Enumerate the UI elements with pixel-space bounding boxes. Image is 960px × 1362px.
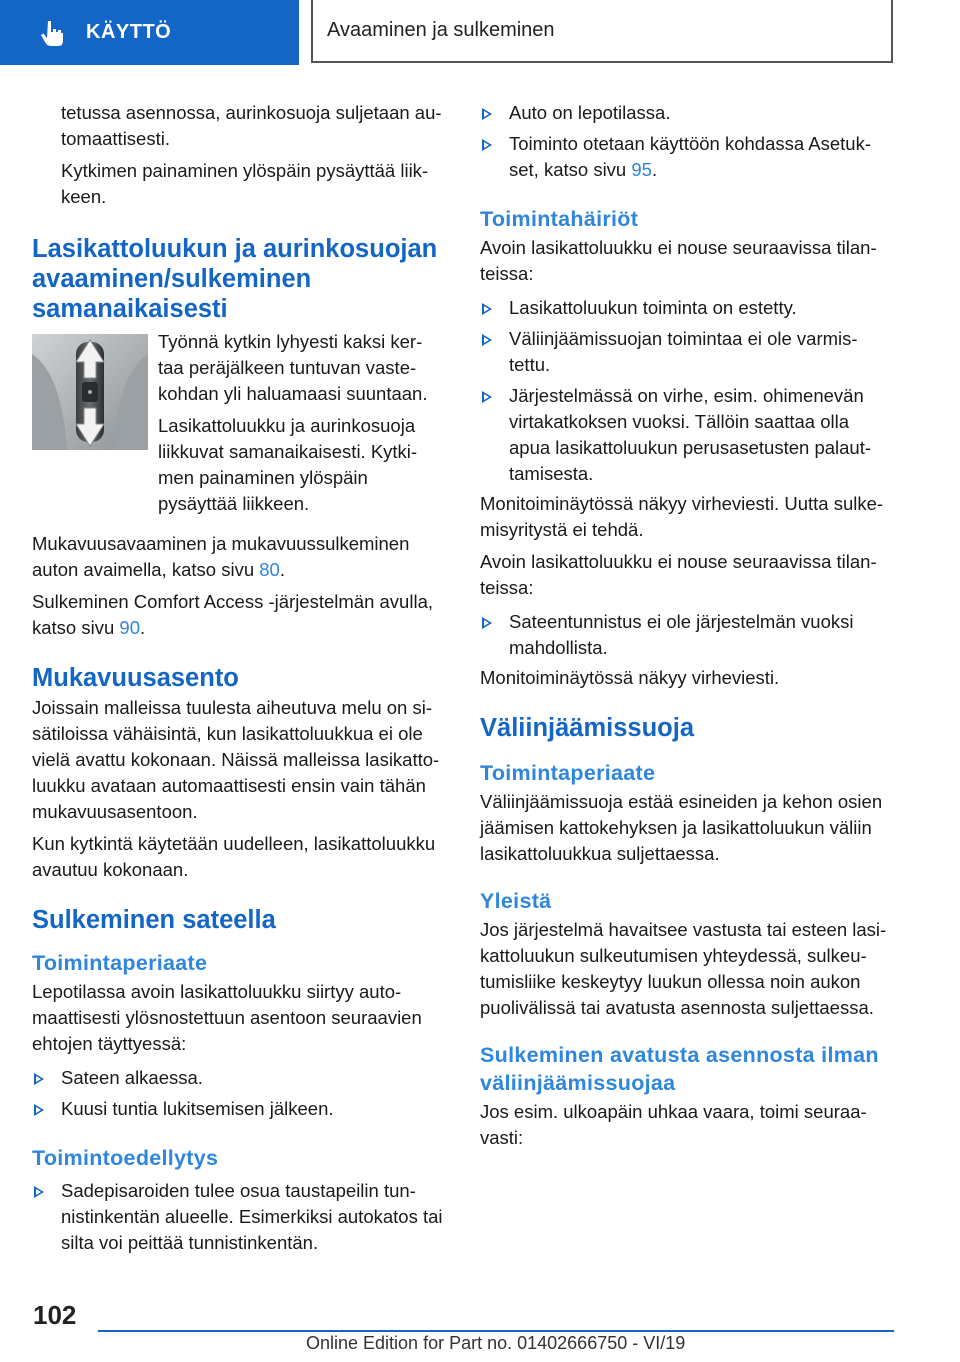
paragraph: Sulkeminen Comfort Access -järjestelmän avulla, katso sivu 90. <box>32 591 433 638</box>
chapter-title: Avaaminen ja sulkeminen <box>327 19 555 41</box>
page-link-90[interactable]: 90 <box>119 617 140 638</box>
right-column <box>480 100 894 1151</box>
list-item: Lasikattoluukun toiminta on estetty. <box>480 295 894 321</box>
paragraph: Joissain malleissa tuulesta aiheutuva melu on si-sätiloissa vähäisintä, kun lasikattoluukkua ei ole vielä avattu kokonaan. Näissä malleissa lasikatto-luukku avataan automaattisesti ensin vain tähän mukavuusasentoon. <box>32 697 440 822</box>
subheading-prerequisite: Toimintoedellytys <box>32 1146 219 1170</box>
page-link-95[interactable]: 95 <box>631 159 652 180</box>
section-tab <box>0 0 299 65</box>
condition-list <box>32 1065 446 1122</box>
subheading-general: Yleistä <box>480 889 552 913</box>
figure-row <box>32 329 446 517</box>
heading-rain-closing: Sulkeminen sateella <box>32 906 276 934</box>
paragraph-part: Lasikattoluukku ja aurinkosuoja liikkuvat samanaikaisesti. Kytki-men painaminen ylöspäin pysäyttää liikkeen. <box>158 415 418 514</box>
heading-pinch-protection: Väliinjäämissuoja <box>480 714 695 742</box>
heading-comfort-position: Mukavuusasento <box>32 664 239 692</box>
subheading-malfunctions: Toimintahäiriöt <box>480 207 639 231</box>
paragraph: Kytkimen painaminen ylöspäin pysäyttää liik-keen. <box>61 160 429 207</box>
prerequisite-list-cont <box>480 100 894 183</box>
triangle-bullet-icon <box>482 391 492 403</box>
list-item: Sateentunnistus ei ole järjestelmän vuoksi mahdollista. <box>480 609 894 661</box>
paragraph: Mukavuusavaaminen ja mukavuussulkeminen auton avaimella, katso sivu 80. <box>32 533 410 580</box>
list-item: Järjestelmässä on virhe, esim. ohimenevän virtakatkoksen vuoksi. Tällöin saattaa olla apua lasikattoluukun perusasetusten palaut-tamisesta. <box>480 383 894 487</box>
subheading-principle: Toimintaperiaate <box>480 761 656 785</box>
list-item: Auto on lepotilassa. <box>480 100 894 126</box>
prerequisite-list <box>32 1178 446 1256</box>
list-item: Väliinjäämissuojan toimintaa ei ole varmis-tettu. <box>480 326 894 378</box>
malfunction-list-2 <box>480 609 894 661</box>
footer-edition: Online Edition for Part no. 01402666750 - VI/19 <box>306 1333 686 1353</box>
paragraph: Jos järjestelmä havaitsee vastusta tai esteen lasi-kattoluukun sulkeutumisen yhteydessä, sulkeu-tumisliike keskeytyy luukun ollessa noin aukon puolivälissä tai avatusta asennosta suljettaessa. <box>480 919 887 1018</box>
paragraph: Väliinjäämissuoja estää esineiden ja kehon osien jäämisen kattokehyksen ja lasikattoluukun väliin lasikattoluukkua suljettaessa. <box>480 791 883 864</box>
triangle-bullet-icon <box>482 617 492 629</box>
triangle-bullet-icon <box>34 1073 44 1085</box>
triangle-bullet-icon <box>34 1186 44 1198</box>
malfunction-list <box>480 295 894 487</box>
paragraph: Kun kytkintä käytetään uudelleen, lasikattoluukku avautuu kokonaan. <box>32 833 436 880</box>
paragraph: Lepotilassa avoin lasikattoluukku siirtyy auto-maattisesti ylösnostettuun asentoon seuraavien ehtojen täyttyessä: <box>32 981 422 1054</box>
roof-switch-image <box>32 334 148 450</box>
subheading-close-without-protection: Sulkeminen avatusta asennosta ilman väliinjäämissuojaa <box>480 1043 879 1095</box>
section-label: KÄYTTÖ <box>86 21 172 43</box>
triangle-bullet-icon <box>34 1104 44 1116</box>
paragraph: Avoin lasikattoluukku ei nouse seuraavissa tilan-teissa: <box>480 237 877 284</box>
paragraph: Jos esim. ulkoapäin uhkaa vaara, toimi seuraa-vasti: <box>480 1101 867 1148</box>
page-link-80[interactable]: 80 <box>259 559 280 580</box>
list-item: Toiminto otetaan käyttöön kohdassa Asetuk-set, katso sivu 95. <box>480 131 894 183</box>
list-item: Sateen alkaessa. <box>32 1065 446 1091</box>
paragraph: Monitoiminäytössä näkyy virheviesti. <box>480 667 780 688</box>
chapter-title-box <box>311 0 893 63</box>
paragraph: Työnnä kytkin lyhyesti kaksi ker-taa peräjälkeen tuntuvan vaste-kohdan yli haluamaasi suuntaan. <box>158 331 428 404</box>
list-item: Sadepisaroiden tulee osua taustapeilin tun-nistinkentän alueelle. Esimerkiksi autokatos tai silta voi peittää tunnistinkentän. <box>32 1178 446 1256</box>
triangle-bullet-icon <box>482 108 492 120</box>
triangle-bullet-icon <box>482 334 492 346</box>
triangle-bullet-icon <box>482 303 492 315</box>
pointing-hand-icon <box>40 19 66 47</box>
footer-divider <box>98 1330 894 1332</box>
left-column <box>32 100 446 1256</box>
subheading-principle: Toimintaperiaate <box>32 951 208 975</box>
paragraph: Monitoiminäytössä näkyy virheviesti. Uutta sulke-misyritystä ei tehdä. <box>480 493 884 540</box>
page-number: 102 <box>33 1300 77 1330</box>
heading-simultaneous: Lasikattoluukun ja aurinkosuojan avaaminen/sulkeminen samanaikaisesti <box>32 235 438 323</box>
triangle-bullet-icon <box>482 139 492 151</box>
paragraph: tetussa asennossa, aurinkosuoja suljetaan au-tomaattisesti. <box>61 102 442 149</box>
paragraph: Avoin lasikattoluukku ei nouse seuraavissa tilan-teissa: <box>480 551 877 598</box>
list-item: Kuusi tuntia lukitsemisen jälkeen. <box>32 1096 446 1122</box>
